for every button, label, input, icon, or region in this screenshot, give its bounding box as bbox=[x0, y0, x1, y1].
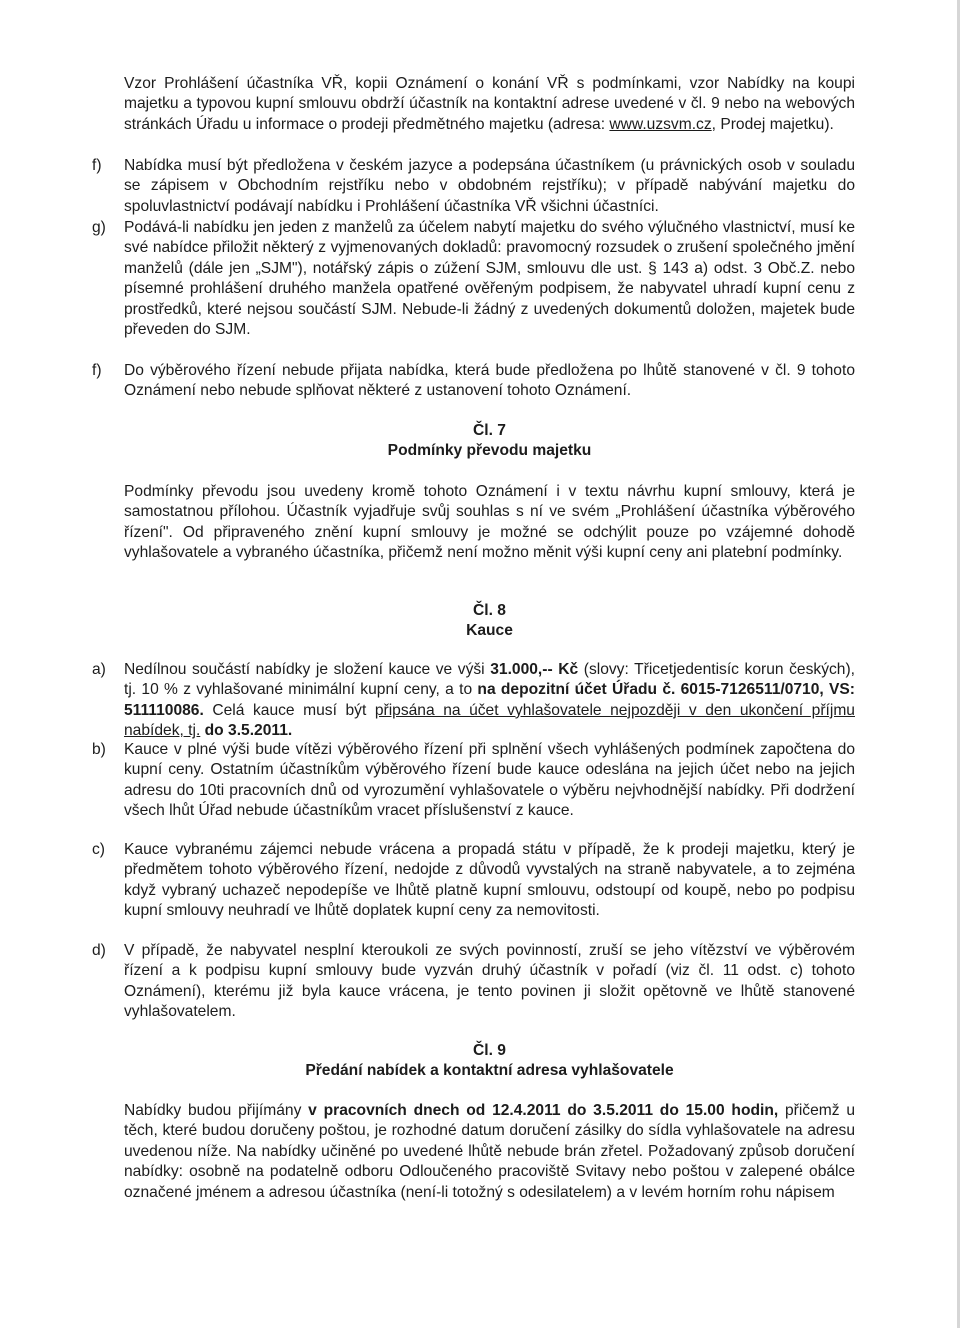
list-item bbox=[92, 361, 855, 402]
text-run: Celá kauce musí být bbox=[203, 701, 375, 719]
intro-paragraph bbox=[124, 74, 855, 135]
list-text: V případě, že nabyvatel nesplní kteroukoli ze svých povinností, zruší se jeho vítězství ve výběrovém řízení a k podpisu kupní smlouvy bude vyzván druhý účastník v pořadí (viz čl. 11 odst. c) tohoto Oznámení), kterému již byla kauce vrácena, je tento povinen ji složit opětovně ve lhůtě stanovené vyhlašovatelem. bbox=[124, 942, 855, 1021]
section-8-title: Kauce bbox=[466, 622, 513, 639]
list-text bbox=[124, 660, 855, 742]
section-9-body bbox=[124, 1101, 855, 1203]
list-text: Podává-li nabídku jen jeden z manželů za účelem nabytí majetku do svého výlučného vlastnictví, musí ke své nabídce přiložit některý z vyjmenovaných dokladů: pravomocný rozsudek o zrušení společného jmění manželů (dále jen „SJM"), notářský zápis o zúžení SJM, smlouvu dle ust. § 143 a) odst. 3 Obč.Z. nebo písemné prohlášení druhého manžela opatřené ověřeným podpisem, že nabyvatel uhradí kupní cenu z prostředků, které nejsou součástí SJM. Nebude-li žádný z uvedených dokumentů doložen, majetek bude převeden do SJM. bbox=[124, 219, 855, 339]
text-run: Nabídky budou přijímány bbox=[124, 1102, 309, 1119]
intro-text-2: , Prodej majetku). bbox=[711, 115, 834, 133]
intro-text-1: Vzor Prohlášení účastníka VŘ, kopii Oznámení o konání VŘ s podmínkami, vzor Nabídky na koupi majetku a typovou kupní smlouvu obdrží účastník na kontaktní adrese uvedené v čl. 9 nebo na webových stránkách Úřadu u informace o prodeji předmětného majetku (adresa: bbox=[124, 75, 855, 133]
list-item bbox=[92, 740, 855, 822]
section-7-title: Podmínky převodu majetku bbox=[387, 442, 592, 459]
text-run: (slovy: Třicetjedentisíc korun českých), tj. 10 % z vyhlašované minimální kupní ceny, a to bbox=[124, 661, 855, 699]
list-item bbox=[92, 840, 855, 922]
deadline-date: do 3.5.2011. bbox=[204, 722, 293, 740]
list-marker: g) bbox=[92, 219, 106, 236]
list-item bbox=[92, 156, 855, 217]
section-7-body: Podmínky převodu jsou uvedeny kromě tohoto Oznámení i v textu návrhu kupní smlouvy, která je samostatnou přílohou. Účastník vyjadřuje svůj souhlas s ní ve svém „Prohlášení účastníka výběrového řízení". Od připraveného znění kupní smlouvy je možné se odchýlit pouze po vzájemné dohodě vyhlašovatele a vybraného účastníka, přičemž není možno měnit výši kupní ceny ani platební podmínky. bbox=[124, 483, 855, 562]
submission-period: v pracovních dnech od 12.4.2011 do 3.5.2011 do 15.00 hodin, bbox=[308, 1102, 779, 1119]
list-marker: f) bbox=[92, 157, 102, 174]
list-marker: d) bbox=[92, 942, 106, 959]
list-marker: f) bbox=[92, 362, 102, 379]
deposit-account: na depozitní účet Úřadu č. 6015-7126511/0710, VS: 511110086. bbox=[124, 681, 856, 719]
text-run: přičemž u těch, které budou doručeny poštou, je rozhodné datum doručení zásilky do sídla vyhlašovatele na adresu uvedenou níže. Na nabídky učiněné po uvedené lhůtě nebude brán zřetel. Požadovaný způsob doručení nabídky: osobně na podatelně odboru Odloučeného pracoviště Svitavy nebo poštou v zalepené obálce označené jménem a adresou účastníka (není-li totožný s odesilatelem) a v levém horním rohu nápisem bbox=[124, 1102, 855, 1201]
section-9-title: Předání nabídek a kontaktní adresa vyhlašovatele bbox=[305, 1062, 674, 1079]
text-run: Nedílnou součástí nabídky je složení kauce ve výši bbox=[124, 661, 491, 678]
list-text: Kauce v plné výši bude vítězi výběrového řízení při splnění všech vyhlášených podmínek započtena do kupní ceny. Ostatním účastníkům výběrového řízení bude kauce odeslána na jejich účet nebo na jejich adresu do 10ti pracovních dnů od vyrozumění vyhlašovatele o výběru nejvhodnější nabídky. Při dodržení všech lhůt Úřad nebude účastníkům vracet příslušenství z kauce. bbox=[124, 741, 855, 820]
section-9-number: Čl. 9 bbox=[473, 1042, 506, 1059]
list-item bbox=[92, 218, 855, 340]
list-text: Nabídka musí být předložena v českém jazyce a podepsána účastníkem (u právnických osob v souladu se zápisem v Obchodním rejstříku nebo v obdobném rejstříku); v případě nabývání majetku do spoluvlastnictví podávají nabídku i Prohlášení účastníka VŘ všichni účastníci. bbox=[124, 157, 855, 215]
section-7-number: Čl. 7 bbox=[473, 422, 506, 439]
section-8-number: Čl. 8 bbox=[473, 602, 506, 619]
list-item bbox=[92, 941, 855, 1023]
list-text: Do výběrového řízení nebude přijata nabídka, která bude předložena po lhůtě stanovené v čl. 9 tohoto Oznámení nebo nebude splňovat některé z ustanovení tohoto Oznámení. bbox=[124, 362, 855, 400]
list-text: Kauce vybranému zájemci nebude vrácena a propadá státu v případě, že k prodeji majetku, který je předmětem tohoto výběrového řízení, nedojde z důvodů vyvstalých na straně nabyvatele, a to zejména když vybraný uchazeč nepodepíše ve lhůtě platně kupní smlouvu, odstoupí od koupě, nebo po podpisu kupní smlouvy neuhradí ve lhůtě doplatek kupní ceny za nemovitosti. bbox=[124, 841, 855, 920]
list-marker: a) bbox=[92, 661, 106, 678]
list-marker: c) bbox=[92, 841, 105, 858]
list-item bbox=[92, 660, 855, 742]
deposit-amount: 31.000,-- Kč bbox=[490, 661, 579, 678]
list-marker: b) bbox=[92, 741, 106, 758]
website-link[interactable]: www.uzsvm.cz bbox=[609, 115, 712, 133]
deadline-note: připsána na účet vyhlašovatele nejpozději v den ukončení příjmu nabídek, tj. bbox=[124, 701, 855, 740]
